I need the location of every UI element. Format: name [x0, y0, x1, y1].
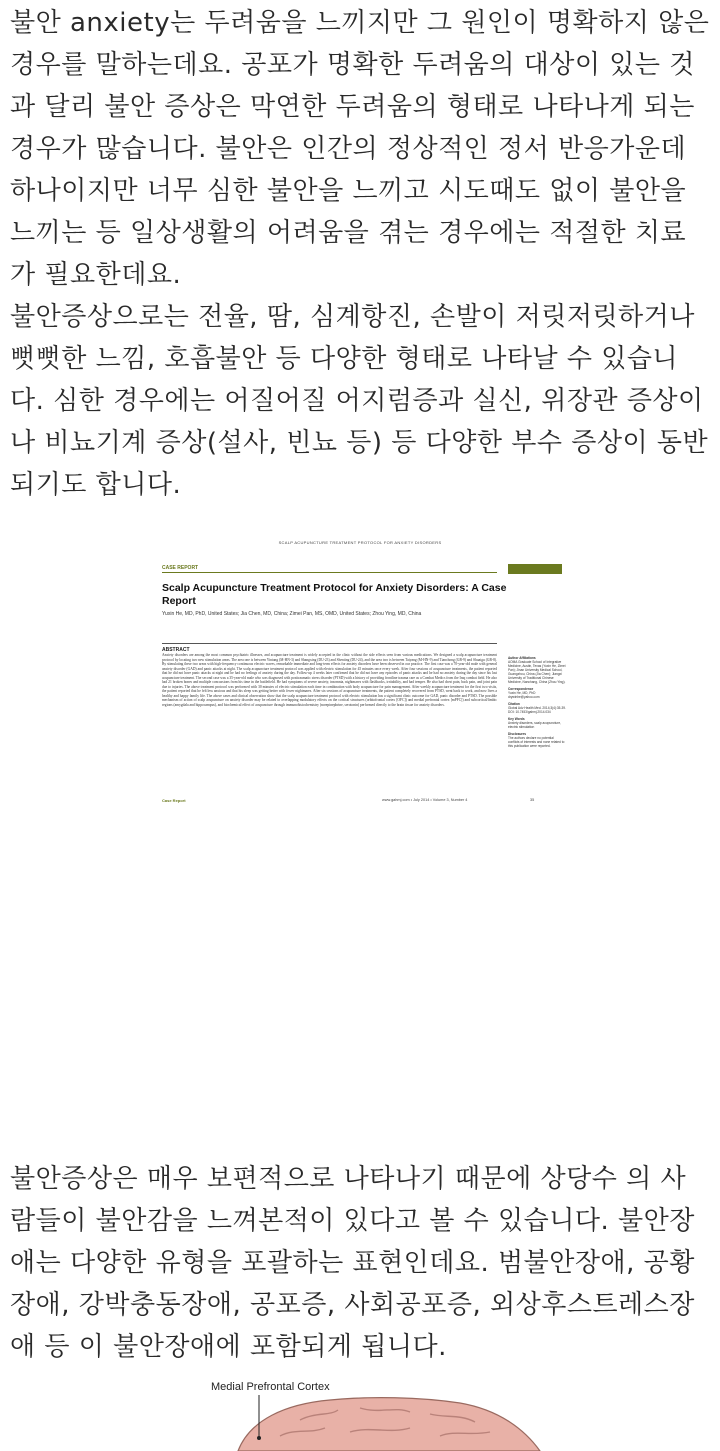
disorders-paragraph: 불안증상은 매우 보편적으로 나타나기 때문에 상당수 의 사람들이 불안감을 느껴본적이 있다고 볼 수 있습니다. 불안장애는 다양한 유형을 포괄하는 표현인데요. 범불안장애, 공황장애, 강박충동장애, 공포증, 사회공포증, 외상후스트레스장애 등 이 불안장애에 포함되게 됩니다. [10, 1164, 695, 1362]
sidebar-text: Anxiety disorders, scalp acupuncture, electric stimulation [508, 721, 561, 729]
brain-label: Medial Prefrontal Cortex [211, 1381, 330, 1393]
paper-authors: Yuxin He, MD, PhD, United States; Jia Chen, MD, China; Zimei Pan, MS, OMD, United States; Zhou Ying, MD, China [162, 611, 422, 617]
paper-image [136, 535, 584, 805]
paper-abstract-heading: ABSTRACT [162, 647, 190, 653]
sidebar-text: The authors declare no potential conflicts of interests and none related to this publication were reported. [508, 736, 565, 748]
brain-illustration [0, 1370, 720, 1451]
paper-abstract-text: Anxiety disorders are among the most common psychiatric illnesses, and acupuncture treatment is widely accepted in the clinic without the side effects seen from various medications. We designed a scalp acupuncture treatment protocol by locating two new stimulation areas. The area one is between Yintang (M-HN-3) and Shangxing (DU-23) and Shenting (DU-24), and the area two is between Taiyang (M-HN-9) and Tianchong (GB-9) and Shuaigu (GB-8). By stimulating these two areas with high-frequency continuous electric waves, remarkable immediate and long-term effects for anxiety disorders have been observed in our practice. The first case was a 70-year-old male with general anxiety disorder (GAD) and panic attacks at night. The scalp acupuncture treatment protocol was applied with electric stimulation for 45 minutes once every week. After four sessions of acupuncture treatments, the patient reported that he did not have panic attacks at night and he had no feelings of anxiety during the day. Follow-up 4 weeks later confirmed that he did not have any episodes of panic attacks and he had no anxiety during the day since his last acupuncture treatment. The second case was a 35-year-old male who was diagnosed with posttraumatic stress disorder (PTSD) with a history of providing frontline trauma care as a Combat Medics from the Iraq combat field. He also had 21 broken bones and multiple concussions from his time in the battlefield. He had symptoms of severe anxiety, insomnia, nightmares with flashbacks, irritability, and bad temper. He also had chest pain, back pain, and joint pain due to injuries. The above treatment protocol was performed with 30 minutes of electric stimulation each time in combination with body acupuncture for pain management. After weekly acupuncture treatment for the first two visits, the patient reported that he felt less anxious and that his sleep was getting better with fewer nightmares. After six sessions of acupuncture treatments, the patient completely recovered from PTSD, went back to work, and now lives a healthy and happy family life. The above cases and clinical observation show that the scalp acupuncture treatment protocol with electric stimulation has a significant clinic outcome for GAD, panic disorder and PTSD. The possible mechanism of action of scalp acupuncture on anxiety disorder may be related to overlapping modulatory effects on the cortical structures (orbitofrontal cortex [OFC]) and medial prefrontal cortex [mPFC]) and subcortical/limbic regions (amygdala and hippocampus), and biochemical effect of acupuncture through immunohistochemistry (norepinephrine, serotonin) performed directly to the brain tissue for anxiety disorders. [162, 653, 497, 708]
paper-footer-left: Case Report [162, 798, 186, 803]
paper-section-label: CASE REPORT [162, 565, 199, 571]
sidebar-heading: Correspondence [508, 687, 534, 691]
sidebar-text: Global Adv Health Med. 2014;3(4):35-39. DOI: 10.7453/gahmj.2014.034 [508, 706, 566, 714]
sidebar-heading: Citation [508, 702, 520, 706]
paper-running-head: SCALP ACUPUNCTURE TREATMENT PROTOCOL FOR ANXIETY DISORDERS [278, 540, 442, 545]
sidebar-heading: Disclosures [508, 732, 527, 736]
symptoms-paragraph: 불안증상으로는 전율, 땀, 심계항진, 손발이 저릿저릿하거나 뻣뻣한 느낌, 호흡불안 등 다양한 형태로 나타날 수 있습니다. 심한 경우에는 어질어질 어지럼증과 실신, 위장관 증상이나 비뇨기계 증상(설사, 빈뇨 등) 등 다양한 부수 증상이 동반되기도 합니다. [10, 302, 709, 500]
paper-footer-center: www.gahmj.com • July 2014 • Volume 3, Number 4 [382, 798, 468, 802]
paper-page-number: 35 [530, 798, 535, 802]
paper-title: Scalp Acupuncture Treatment Protocol for Anxiety Disorders: A Case Report [162, 582, 507, 607]
sidebar-text: AOMA Graduate School of Integrative Medicine, Austin, Texas (Yuxin He, Zimei Pan); Jinan University Medical School, Guangzhou, China (Jia Chen); Jiangxi University of Traditional Chinese Medicine, Nanchang, China (Zhou Ying). [508, 660, 566, 684]
sidebar-heading: Author Affiliations [508, 656, 536, 660]
sidebar-heading: Key Words [508, 717, 525, 721]
sidebar-text: Yuxin He, MD, PhD drywinhe@yahoo.com [508, 691, 540, 699]
brain-figure [0, 1370, 720, 1451]
intro-paragraph: 불안 anxiety는 두려움을 느끼지만 그 원인이 명확하지 않은 경우를 말하는데요. 공포가 명확한 두려움의 대상이 있는 것과 달리 불안 증상은 막연한 두려움의 형태로 나타나게 되는 경우가 많습니다. 불안은 인간의 정상적인 정서 반응가운데 하나이지만 너무 심한 불안을 느끼고 시도때도 없이 불안을 느끼는 등 일상생활의 어려움을 겪는 경우에는 적절한 치료가 필요한데요. [10, 8, 710, 290]
